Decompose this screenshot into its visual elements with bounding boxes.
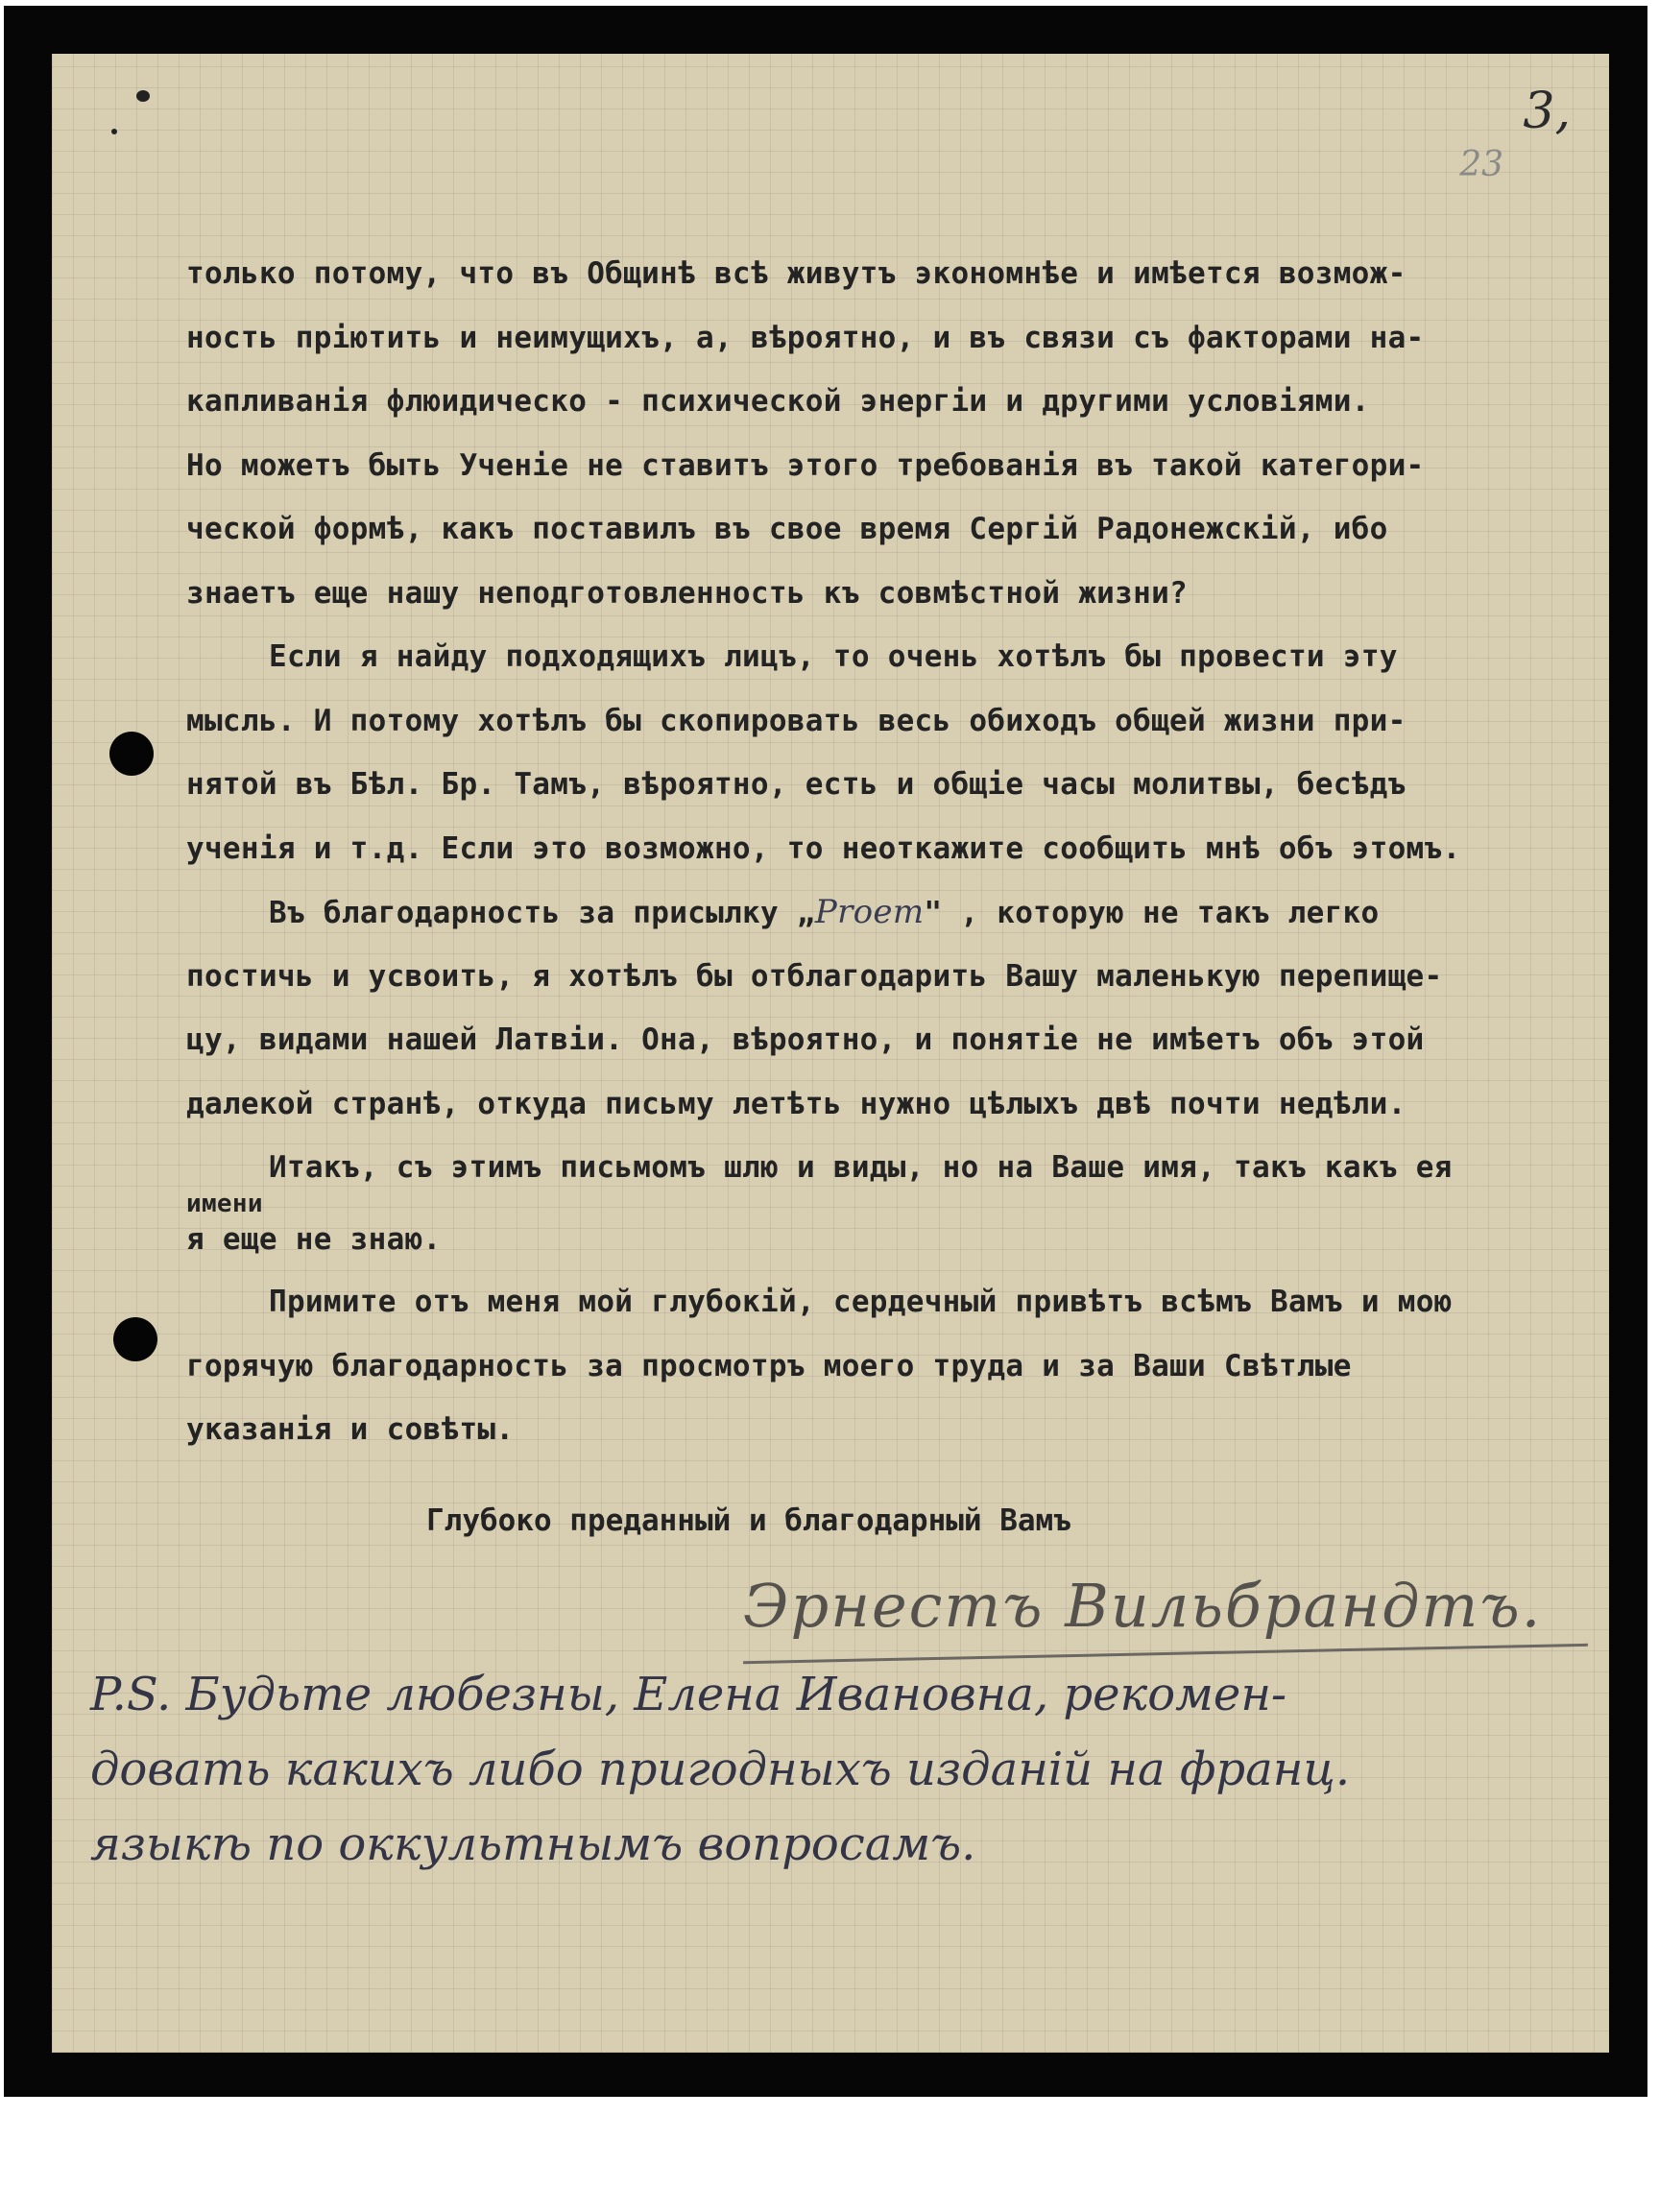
postscript-line: языкѣ по оккультнымъ вопросамъ. — [90, 1817, 976, 1871]
letter-line-part: Въ благодарность за присылку „ — [269, 896, 815, 930]
letter-line-inserted: имени — [186, 1190, 263, 1218]
closing-line: Глубоко преданный и благодарный Вамъ — [426, 1503, 1071, 1538]
punch-hole — [113, 1317, 157, 1361]
letter-line: горячую благодарность за просмотръ моего труда и за Ваши Свѣтлые — [186, 1348, 1352, 1383]
letter-line: капливанія флюидическо - психической энергіи и другими условіями. — [186, 384, 1370, 419]
letter-line: цу, видами нашей Латвіи. Она, вѣроятно, и понятіе не имѣетъ объ этой — [186, 1022, 1425, 1057]
signature: Эрнестъ Вильбрандтъ. — [743, 1571, 1543, 1641]
letter-line: Примите отъ меня мой глубокій, сердечный привѣтъ всѣмъ Вамъ и мою — [269, 1285, 1453, 1319]
handwritten-title: Proem — [814, 893, 925, 931]
letter-line: Но можетъ быть Ученіе не ставитъ этого требованія въ такой категори- — [186, 447, 1425, 483]
letter-line: ученія и т.д. Если это возможно, то неоткажите сообщить мнѣ объ этомъ. — [186, 830, 1461, 866]
letter-line: постичь и усвоить, я хотѣлъ бы отблагодарить Вашу маленькую перепище- — [186, 958, 1443, 994]
letter-line: я еще не знаю. — [186, 1222, 442, 1257]
letter-line: мысль. И потому хотѣлъ бы скопировать весь обиходъ общей жизни при- — [186, 703, 1407, 738]
letter-line: знаетъ еще нашу неподготовленность къ совмѣстной жизни? — [186, 575, 1188, 611]
letter-line: нятой въ Бѣл. Бр. Тамъ, вѣроятно, есть и общіе часы молитвы, бесѣдъ — [186, 767, 1407, 802]
punch-hole — [109, 732, 154, 776]
letter-line: далекой странѣ, откуда письму летѣть нужно цѣлыхъ двѣ почти недѣли. — [186, 1086, 1407, 1121]
postscript-line: P.S. Будьте любезны, Елена Ивановна, рекомен- — [90, 1668, 1287, 1721]
letter-line: только потому, что въ Общинѣ всѣ живутъ экономнѣе и имѣется возмож- — [186, 256, 1407, 291]
letter-line: Если я найду подходящихъ лицъ, то очень хотѣлъ бы провести эту — [269, 639, 1398, 674]
ink-speck — [111, 129, 117, 134]
archive-number: 23 — [1459, 145, 1503, 184]
letter-page — [52, 54, 1609, 2053]
letter-line: ность пріютить и неимущихъ, а, вѣроятно, и въ связи съ факторами на- — [186, 320, 1425, 355]
scan-frame — [4, 6, 1647, 2097]
page-number: 3, — [1523, 83, 1571, 140]
letter-line: ческой формѣ, какъ поставилъ въ свое время Сергій Радонежскій, ибо — [186, 512, 1388, 546]
ink-speck — [136, 90, 150, 102]
letter-line — [186, 880, 1588, 945]
letter-line-part: " , которую не такъ легко — [924, 896, 1380, 930]
letter-body — [186, 242, 1588, 1462]
letter-line: указанія и совѣты. — [186, 1412, 515, 1447]
postscript — [90, 1657, 1588, 1882]
postscript-line: довать какихъ либо пригодныхъ изданій на франц. — [90, 1743, 1351, 1796]
letter-line: Итакъ, съ этимъ письмомъ шлю и виды, но на Ваше имя, такъ какъ ея — [269, 1150, 1453, 1185]
